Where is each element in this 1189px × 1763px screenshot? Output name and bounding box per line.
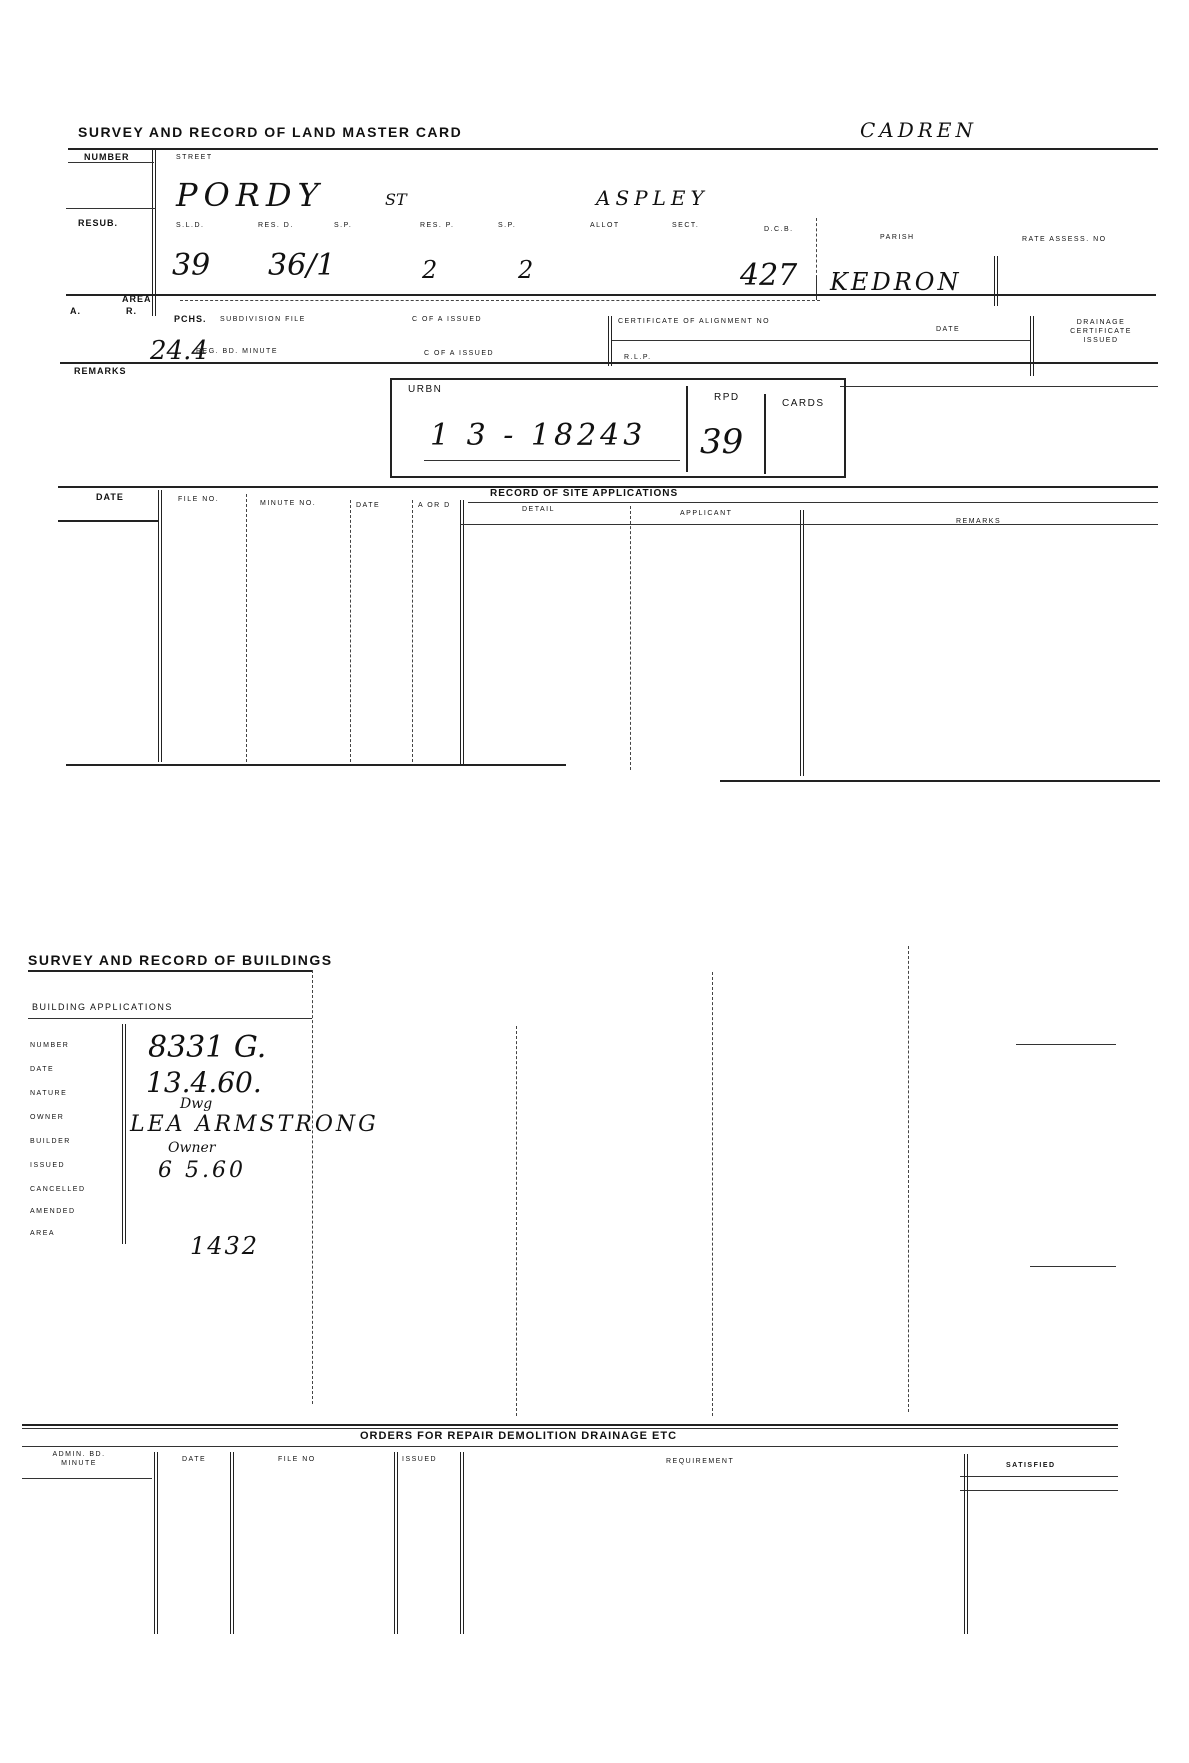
field-area: AREA — [30, 1230, 56, 1237]
c-of-a-issued-2-label: C OF A ISSUED — [424, 350, 495, 357]
res-p-label: RES. P. — [420, 222, 455, 229]
rpd-label: RPD — [714, 392, 740, 403]
area-label: AREA — [122, 294, 152, 304]
site-applications-title: RECORD OF SITE APPLICATIONS — [490, 488, 679, 499]
value-builder: Owner — [168, 1140, 216, 1156]
field-builder: BUILDER — [30, 1138, 71, 1145]
sp-value: 2 — [422, 256, 438, 284]
number-label: NUMBER — [84, 152, 130, 162]
area-pchs-value: 24.4 — [150, 336, 208, 366]
sp2-label: S.P. — [498, 222, 517, 229]
field-cancelled: CANCELLED — [30, 1186, 86, 1193]
resub-col-label: RES. D. — [258, 222, 294, 229]
site-col-date: DATE — [96, 492, 124, 502]
field-owner: OWNER — [30, 1114, 65, 1121]
cert-alignment-label: CERTIFICATE OF ALIGNMENT NO — [618, 318, 771, 325]
orders-col-date: DATE — [182, 1456, 207, 1463]
sp-label: S.P. — [334, 222, 353, 229]
value-area: 1432 — [190, 1232, 260, 1260]
allot-label: ALLOT — [590, 222, 620, 229]
orders-col-issued: ISSUED — [402, 1456, 438, 1463]
suburb-value: ASPLEY — [596, 186, 709, 210]
street-label: STREET — [176, 154, 213, 161]
resub-value: 36/1 — [268, 248, 336, 283]
sld-label: S.L.D. — [176, 222, 205, 229]
res-p-value: 2 — [518, 256, 534, 284]
site-col-file-no: FILE NO. — [178, 496, 220, 503]
field-issued: ISSUED — [30, 1162, 66, 1169]
parish-value: KEDRON — [830, 268, 962, 296]
pchs-label: PCHS. — [174, 314, 207, 324]
dcb-label: D.C.B. — [764, 226, 794, 233]
value-owner: LEA ARMSTRONG — [130, 1112, 379, 1137]
urbn-value: 1 3 - 18243 — [430, 418, 647, 453]
date-label: DATE — [936, 326, 961, 333]
master-card-title: SURVEY AND RECORD OF LAND MASTER CARD — [78, 124, 463, 140]
corner-note: CADREN — [860, 118, 977, 142]
orders-col-file-no: FILE NO — [278, 1456, 316, 1463]
value-number: 8331 G. — [148, 1030, 267, 1065]
value-date: 13.4.60. — [146, 1066, 262, 1099]
rpd-value: 39 — [700, 422, 744, 462]
dcb-value: 427 — [740, 258, 798, 293]
field-number: NUMBER — [30, 1042, 70, 1049]
field-date: DATE — [30, 1066, 55, 1073]
subdiv-file-label: SUBDIVISION FILE — [220, 316, 306, 323]
site-col-applicant: APPLICANT — [680, 510, 733, 517]
site-col-detail: DETAIL — [522, 506, 555, 513]
drainage-cert-label: DRAINAGE CERTIFICATE ISSUED — [1070, 319, 1132, 344]
resub-label: RESUB. — [78, 218, 119, 228]
site-col-minute-no: MINUTE NO. — [260, 500, 317, 507]
field-amended: AMENDED — [30, 1208, 76, 1215]
a-label: A. — [70, 306, 81, 316]
orders-col-requirement: REQUIREMENT — [666, 1458, 735, 1465]
c-of-a-issued-1-label: C OF A ISSUED — [412, 316, 483, 323]
orders-col-satisfied: SATISFIED — [1006, 1462, 1056, 1469]
rlp-label: R.L.P. — [624, 354, 652, 361]
parish-label: PARISH — [880, 234, 915, 241]
site-col-date-2: DATE — [356, 502, 381, 509]
sld-value: 39 — [172, 248, 211, 283]
street-type-value: ST — [385, 190, 407, 209]
r-label: R. — [126, 306, 137, 316]
site-col-a-or-d: A OR D — [418, 502, 451, 509]
value-nature: Dwg — [180, 1096, 213, 1112]
field-nature: NATURE — [30, 1090, 68, 1097]
sec-label: SECT. — [672, 222, 700, 229]
urbn-label: URBN — [408, 384, 443, 395]
rate-assess-label: RATE ASSESS. NO — [1022, 236, 1107, 243]
orders-title: ORDERS FOR REPAIR DEMOLITION DRAINAGE ETC — [360, 1430, 678, 1442]
reg-bd-minute-label: REG. BD. MINUTE — [196, 348, 279, 355]
street-value: PORDY — [176, 176, 325, 214]
orders-col-admin-minute: ADMIN. BD. MINUTE — [52, 1451, 106, 1467]
buildings-subtitle: BUILDING APPLICATIONS — [32, 1002, 173, 1012]
cards-label: CARDS — [782, 398, 825, 409]
site-col-remarks: REMARKS — [956, 518, 1002, 525]
remarks-label: REMARKS — [74, 366, 127, 376]
value-issued: 6 5.60 — [158, 1158, 246, 1183]
buildings-title: SURVEY AND RECORD OF BUILDINGS — [28, 952, 333, 968]
